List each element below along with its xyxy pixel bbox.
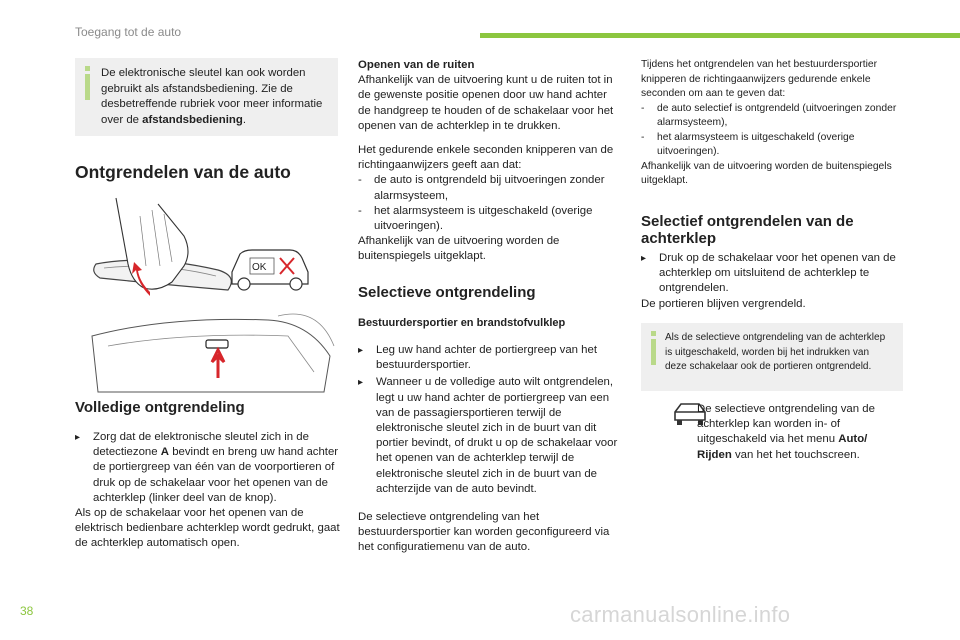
- info-note-rear-text: Als de selectieve ontgrendeling van de achterklep is uitgeschakeld, worden bij het indrukken van deze schakelaar ook de portieren ontgrendeld.: [665, 332, 886, 372]
- full-unlock-bullet: ▸ Zorg dat de elektronische sleutel zich in de detectiezone A bevindt en breng uw hand achter de portiergreep van één van de voorportieren of druk op de schakelaar voor het openen van de achterklep (linker deel van de knop).: [75, 430, 340, 506]
- section-title-full-unlock: Volledige ontgrendeling: [75, 399, 245, 416]
- tailgate-illustration: [92, 314, 334, 392]
- blink-item: - het alarmsysteem is uitgeschakeld (overige uitvoeringen).: [358, 204, 593, 233]
- menu-name: Auto/ Rijden: [697, 433, 868, 461]
- info-icon: [85, 66, 90, 71]
- blink-intro: Het gedurende enkele seconden knipperen van de richtingaanwijzers geeft aan dat:: [358, 144, 614, 172]
- section-title-unlock: Ontgrendelen van de auto: [75, 162, 291, 182]
- rear-body: [641, 251, 903, 312]
- info-note-remote: De elektronische sleutel kan ook worden gebruikt als afstandsbediening. Zie de desbetreffende rubriek voor meer informatie over de afstandsbediening.: [75, 58, 338, 136]
- ok-label: OK: [252, 262, 267, 273]
- tailgate-switch: [206, 340, 228, 348]
- selective-bullet: ▸ Wanneer u de volledige auto wilt ontgrendelen, legt u uw hand achter de portiergreep van een van de passagiersportieren terwijl de elektronische sleutel zich in de buurt van dit portier bevindt, of drukt u op de schakelaar voor het openen van de achterklep terwijl de elektronische sleutel zich in de buurt van de achterzijde van de auto bevindt.: [358, 376, 618, 495]
- chapter-title: Toegang tot de auto: [75, 25, 182, 39]
- header-accent-bar: [480, 33, 960, 38]
- blink-item: - de auto is ontgrendeld bij uitvoeringen zonder alarmsysteem,: [358, 174, 605, 202]
- right-blink-item: - het alarmsysteem is uitgeschakeld (overige uitvoeringen).: [641, 131, 855, 157]
- page-number: 38: [20, 604, 34, 618]
- info-icon-bar: [85, 74, 90, 100]
- door-handle-illustration: [88, 196, 338, 396]
- windows-text: Afhankelijk van de uitvoering kunt u de ruiten tot in de gewenste positie openen door uw hand achter de handgreep te houden of de schakelaar voor het openen van de achterklep in te drukken.: [358, 74, 614, 132]
- mirror-text: Afhankelijk van de uitvoering worden de buitenspiegels uitgeklapt.: [358, 235, 560, 263]
- selective-bullet: ▸ Leg uw hand achter de portiergreep van het bestuurdersportier.: [358, 344, 598, 372]
- watermark: carmanualsonline.info: [570, 602, 791, 627]
- info-icon-bar: [651, 339, 656, 365]
- car-ok-icon: [232, 250, 308, 290]
- info-note-rear: [641, 323, 903, 391]
- right-blink-intro: Tijdens het ontgrendelen van het bestuurdersportier knipperen de richtingaanwijzers gedurende enkele seconden om aan te geven dat:: [641, 59, 878, 99]
- selective-subtitle: Bestuurdersportier en brandstofvulklep: [358, 316, 566, 329]
- info-icon: [651, 331, 656, 336]
- bullet-marker: ▸: [75, 432, 81, 443]
- config-text: De selectieve ontgrendeling van het bestuurdersportier kan worden geconfigureerd via het configuratiemenu van de auto.: [358, 511, 610, 554]
- rear-text: De portieren blijven vergrendeld.: [641, 297, 806, 310]
- section-title-rear: Selectief ontgrendelen van de achterklep: [641, 213, 854, 247]
- full-unlock-body: [75, 430, 340, 561]
- windows-title: Openen van de ruiten: [358, 59, 475, 71]
- section-title-selective: Selectieve ontgrendeling: [358, 283, 536, 301]
- right-mirror-text: Afhankelijk van de uitvoering worden de buitenspiegels uitgeklapt.: [641, 160, 892, 186]
- info-note-bold: afstandsbediening: [142, 113, 243, 126]
- info-note-text: De elektronische sleutel kan ook worden gebruikt als afstandsbediening. Zie de desbetreffende rubriek voor meer informatie over de: [101, 67, 323, 126]
- car-note: De selectieve ontgrendeling van de achterklep kan worden in- of uitgeschakeld via het menu Auto/ Rijden van het het touchscreen.: [697, 403, 875, 461]
- rear-bullet: ▸ Druk op de schakelaar voor het openen van de achterklep om uitsluitend de achterklep te ontgrendelen.: [641, 252, 896, 295]
- middle-column: [358, 58, 620, 565]
- right-column: [641, 58, 903, 189]
- right-blink-item: - de auto selectief is ontgrendeld (uitvoeringen zonder alarmsysteem),: [641, 102, 897, 128]
- full-unlock-text: Als op de schakelaar voor het openen van de elektrisch bedienbare achterklep wordt gedrukt, gaat de achterklep automatisch open.: [75, 507, 340, 550]
